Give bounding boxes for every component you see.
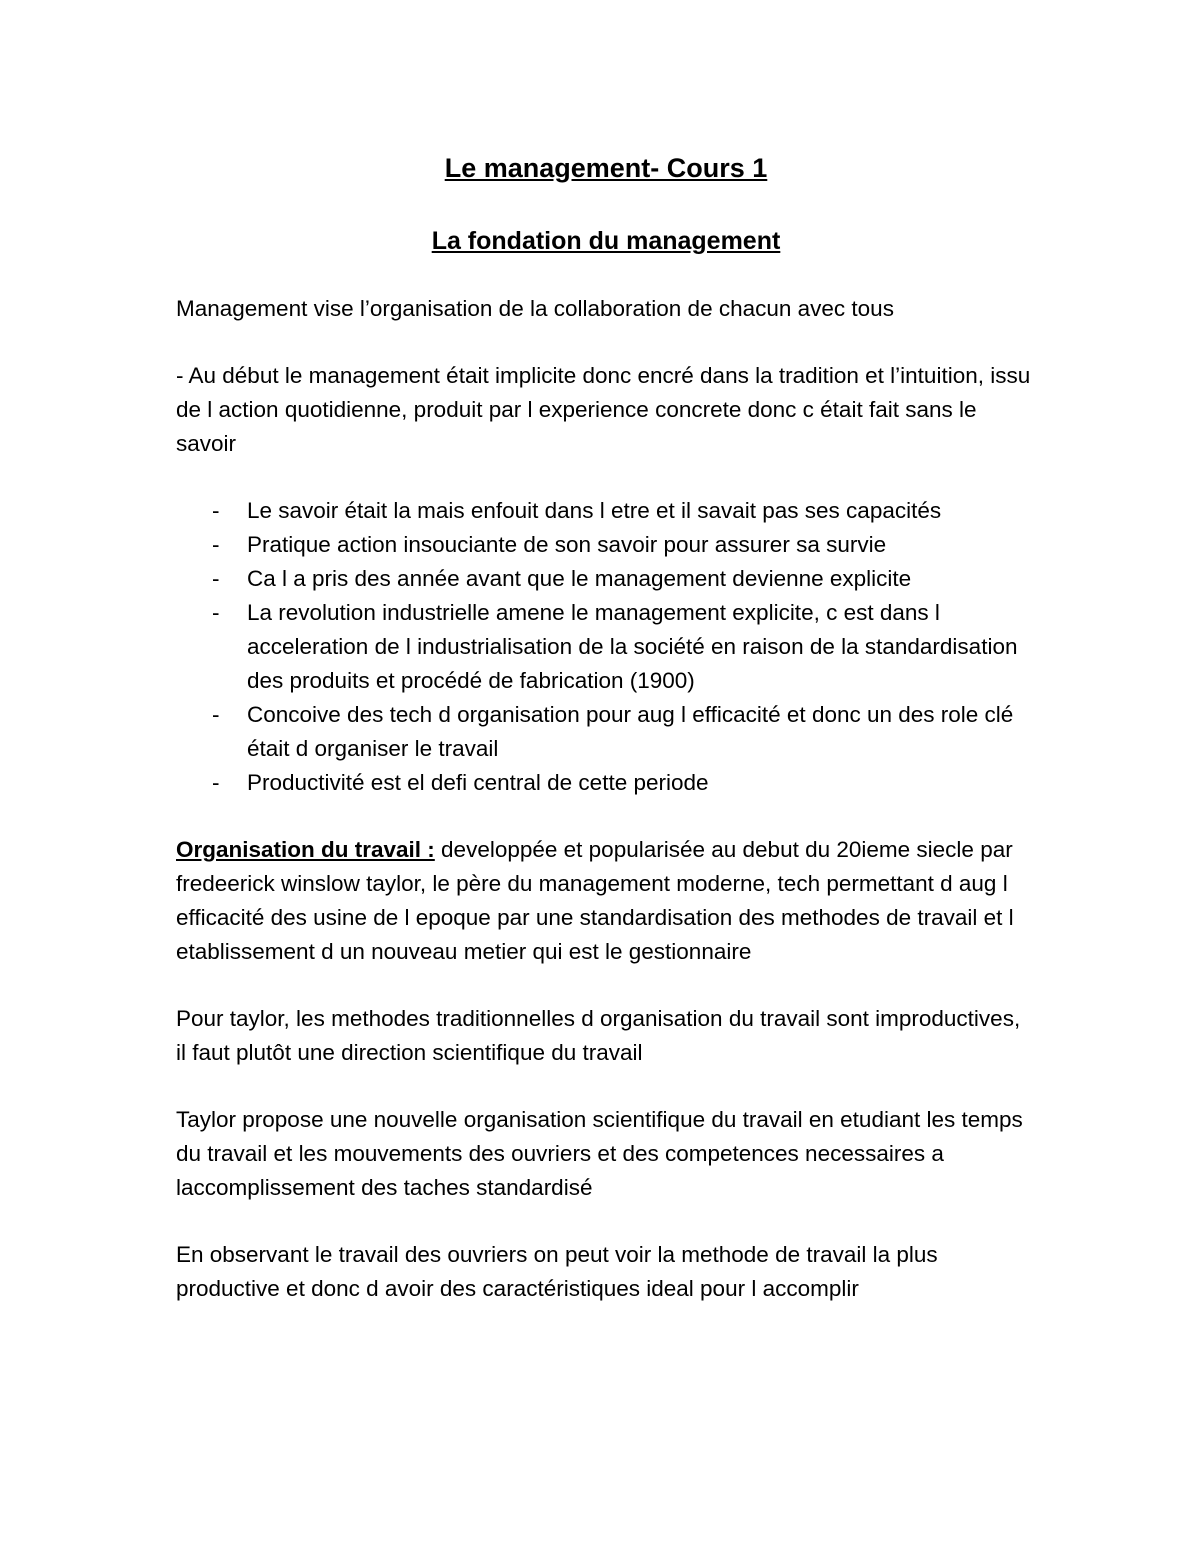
organisation-term: Organisation du travail : [176,837,435,862]
list-item [176,528,1036,562]
list-item-text: Le savoir était la mais enfouit dans l etre et il savait pas ses capacités [247,498,942,523]
dash-marker: - [212,566,220,591]
dash-marker: - [212,702,220,727]
list-item-text: La revolution industrielle amene le management explicite, c est dans l acceleration de l industrialisation de la société en raison de la standardisation des produits et procédé de fabrication (1900) [247,600,1018,693]
organisation-paragraph [176,833,1036,969]
dash-marker: - [212,770,220,795]
page-title: Le management- Cours 1 [444,153,768,183]
list-item [176,596,1036,698]
section-title: La fondation du management [431,227,781,255]
taylor-paragraph-2: Taylor propose une nouvelle organisation scientifique du travail en etudiant les temps du travail et les mouvements des ouvriers et des competences necessaires a laccomplissement des taches standardisé [176,1107,1023,1200]
list-item [176,698,1036,766]
list-item [176,766,1036,800]
list-item [176,494,1036,528]
list-item [176,562,1036,596]
intro-paragraph: Management vise l’organisation de la collaboration de chacun avec tous [176,296,894,321]
document-page [176,140,1036,1306]
list-item-text: Pratique action insouciante de son savoir pour assurer sa survie [247,532,887,557]
bullet-list [176,494,1036,800]
dash-marker: - [212,600,220,625]
dash-marker: - [212,498,220,523]
dash-marker: - [212,532,220,557]
list-item-text: Productivité est el defi central de cette periode [247,770,709,795]
taylor-paragraph-1: Pour taylor, les methodes traditionnelles d organisation du travail sont improductives, il faut plutôt une direction scientifique du travail [176,1006,1021,1065]
list-item-text: Ca l a pris des année avant que le management devienne explicite [247,566,912,591]
list-item-text: Concoive des tech d organisation pour aug l efficacité et donc un des role clé était d organiser le travail [247,702,1014,761]
organisation-text: developpée et popularisée au debut du 20ieme siecle par fredeerick winslow taylor, le père du management moderne, tech permettant d aug l efficacité des usine de l epoque par une standardisation des methodes de travail et l etablissement d un nouveau metier qui est le gestionnaire [176,837,1014,964]
observation-paragraph: En observant le travail des ouvriers on peut voir la methode de travail la plus productive et donc d avoir des caractéristiques ideal pour l accomplir [176,1242,938,1301]
history-paragraph: - Au début le management était implicite donc encré dans la tradition et l’intuition, issu de l action quotidienne, produit par l experience concrete donc c était fait sans le savoir [176,363,1031,456]
